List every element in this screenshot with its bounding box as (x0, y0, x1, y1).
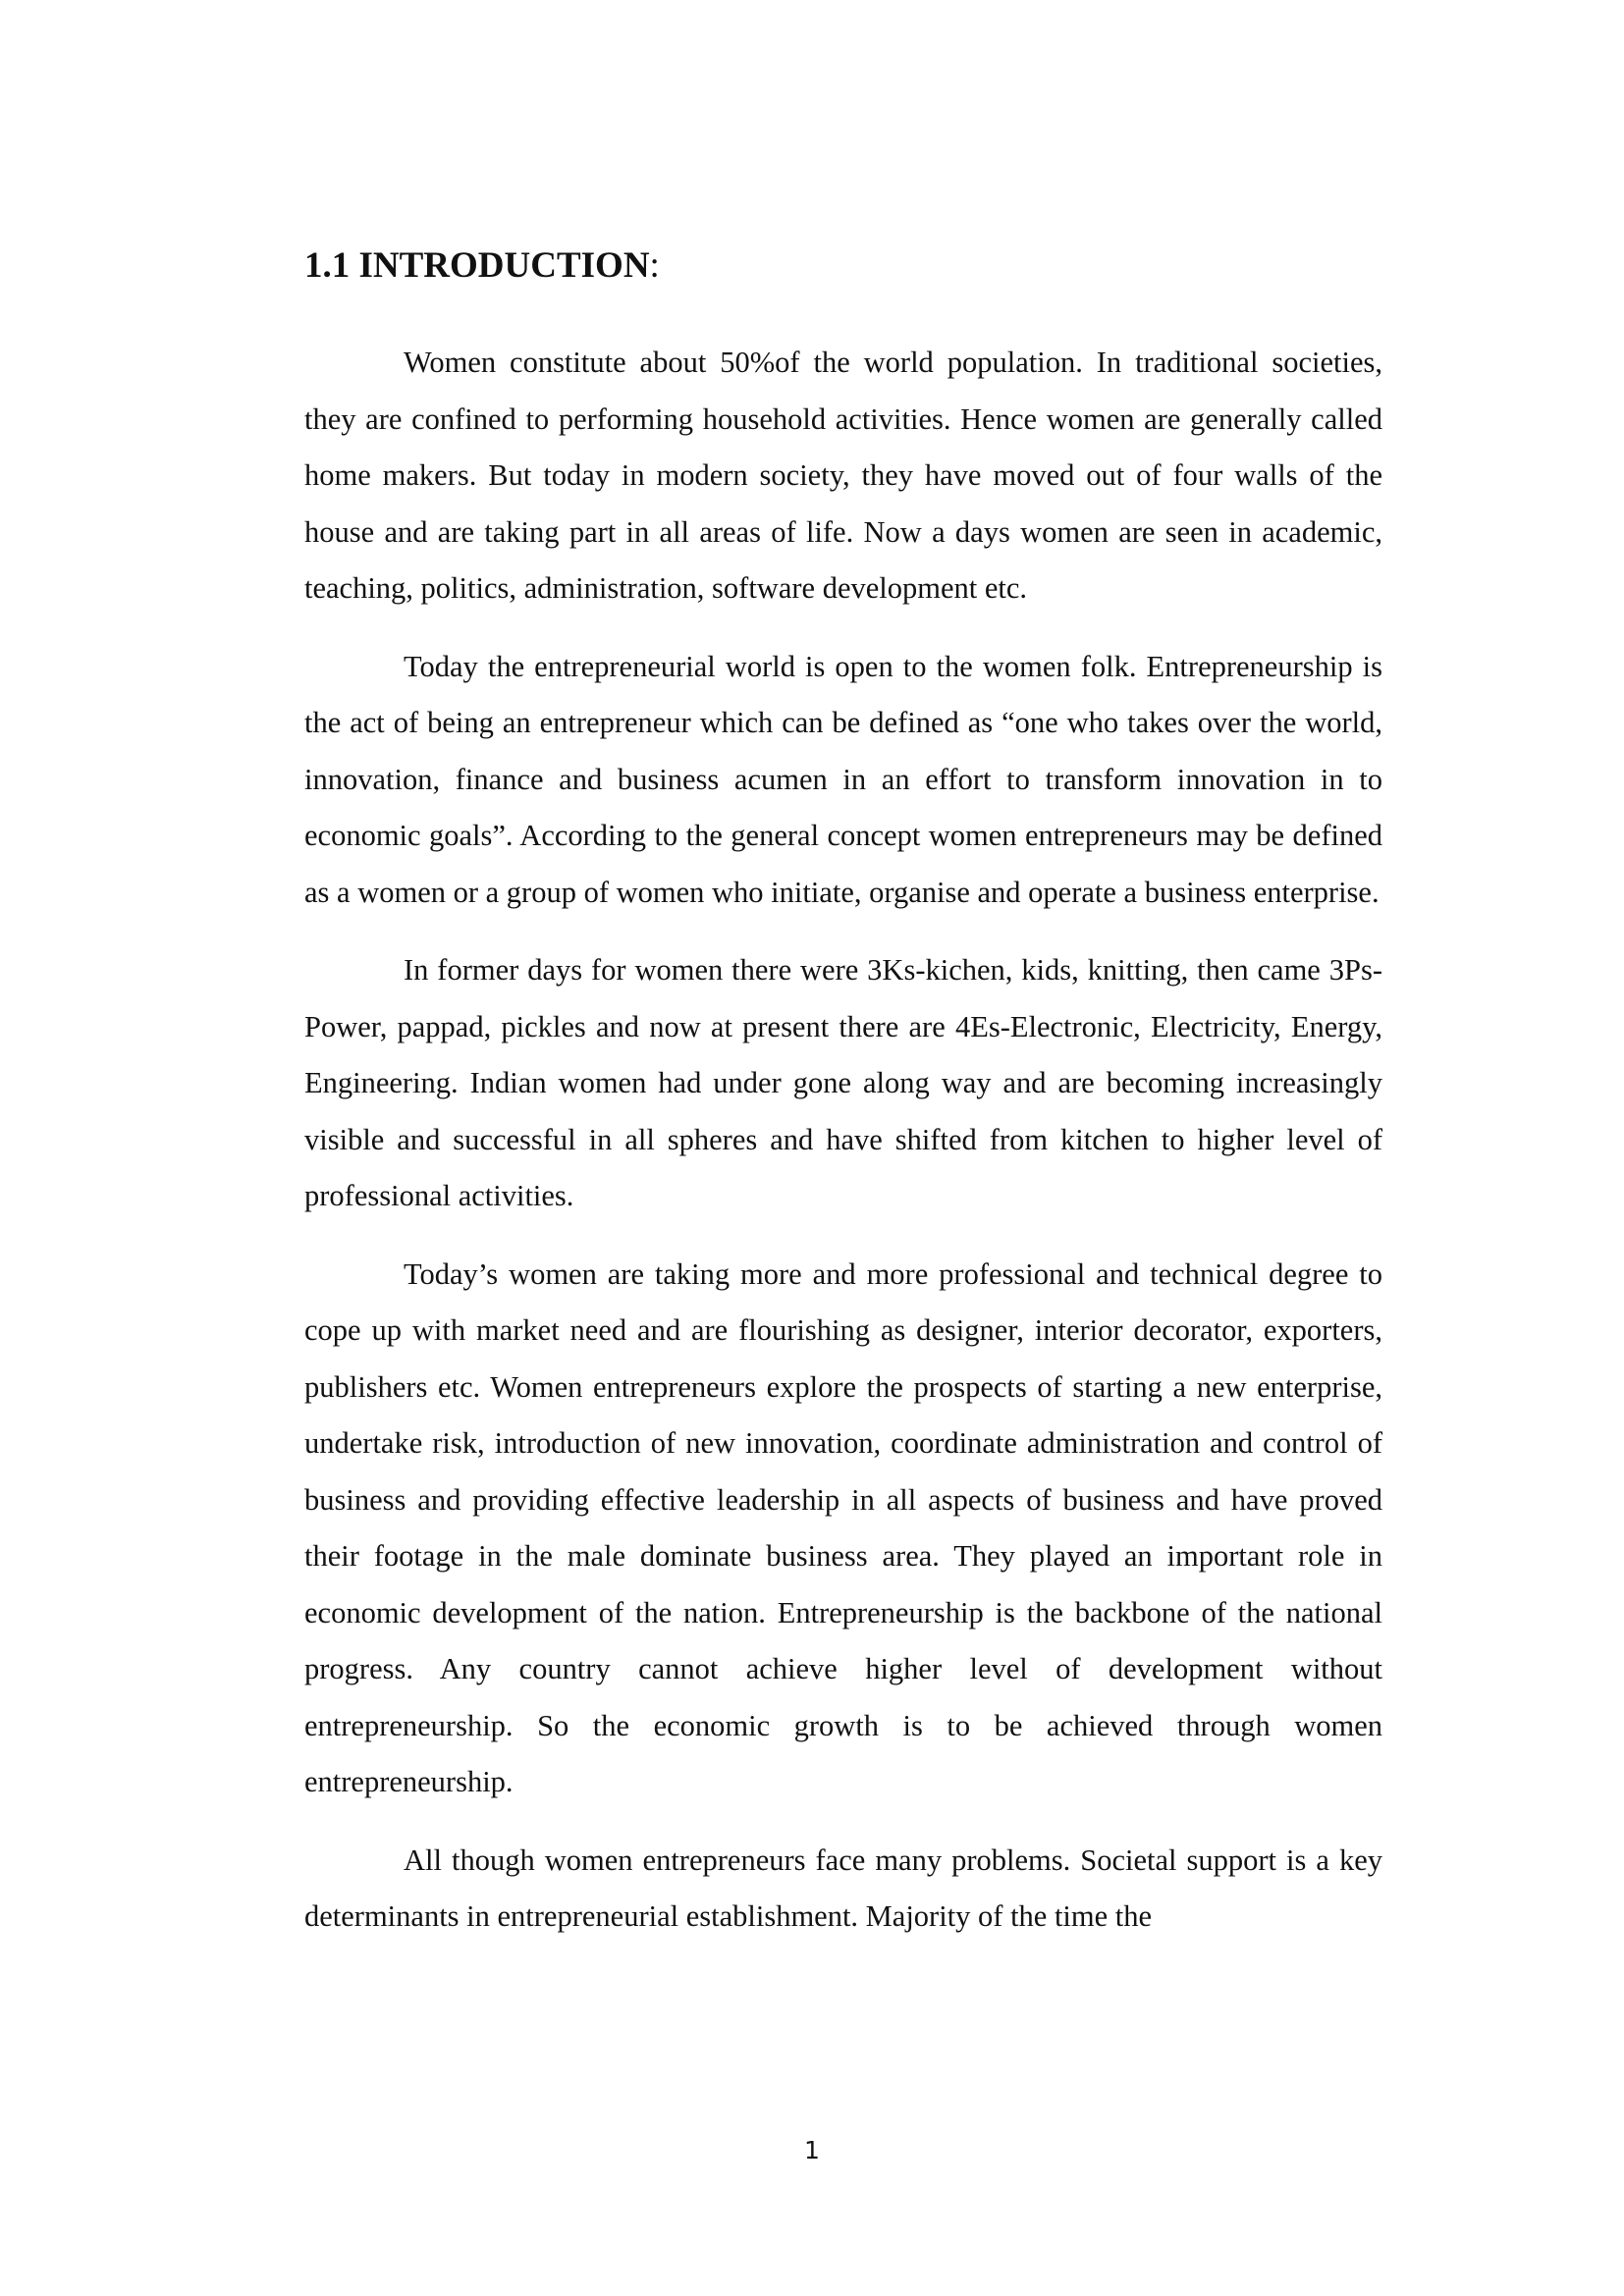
body-text (304, 335, 1382, 1967)
page-number: 1 (804, 2136, 820, 2164)
section-heading-colon: : (649, 245, 660, 286)
paragraph-3: In former days for women there were 3Ks-kichen, kids, knitting, then came 3Ps-Power, pappad, pickles and now at present there are 4Es-Electronic, Electricity, Energy, Engineering. Indian women had under gone along way and are becoming increasingly visible and successful in all spheres and have shifted from kitchen to higher level of professional activities. (304, 953, 1382, 1212)
paragraph-1: Women constitute about 50%of the world population. In traditional societies, they are confined to performing household activities. Hence women are generally called home makers. But today in modern society, they have moved out of four walls of the house and are taking part in all areas of life. Now a days women are seen in academic, teaching, politics, administration, software development etc. (304, 346, 1382, 605)
section-heading-title: 1.1 INTRODUCTION (304, 245, 650, 286)
paragraph-2: Today the entrepreneurial world is open to the women folk. Entrepreneurship is the act of being an entrepreneur which can be defined as “one who takes over the world, innovation, finance and business acumen in an effort to transform innovation in to economic goals”. According to the general concept women entrepreneurs may be defined as a women or a group of women who initiate, organise and operate a business enterprise. (304, 649, 1382, 909)
section-heading (304, 242, 660, 290)
paragraph-5: All though women entrepreneurs face many problems. Societal support is a key determinants in entrepreneurial establishment. Majority of the time the (304, 1842, 1382, 1933)
paragraph-4: Today’s women are taking more and more professional and technical degree to cope up with market need and are flourishing as designer, interior decorator, exporters, publishers etc. Women entrepreneurs explore the prospects of starting a new enterprise, undertake risk, introduction of new innovation, coordinate administration and control of business and providing effective leadership in all aspects of business and have proved their footage in the male dominate business area. They played an important role in economic development of the nation. Entrepreneurship is the backbone of the national progress. Any country cannot achieve higher level of development without entrepreneurship. So the economic growth is to be achieved through women entrepreneurship. (304, 1256, 1382, 1798)
